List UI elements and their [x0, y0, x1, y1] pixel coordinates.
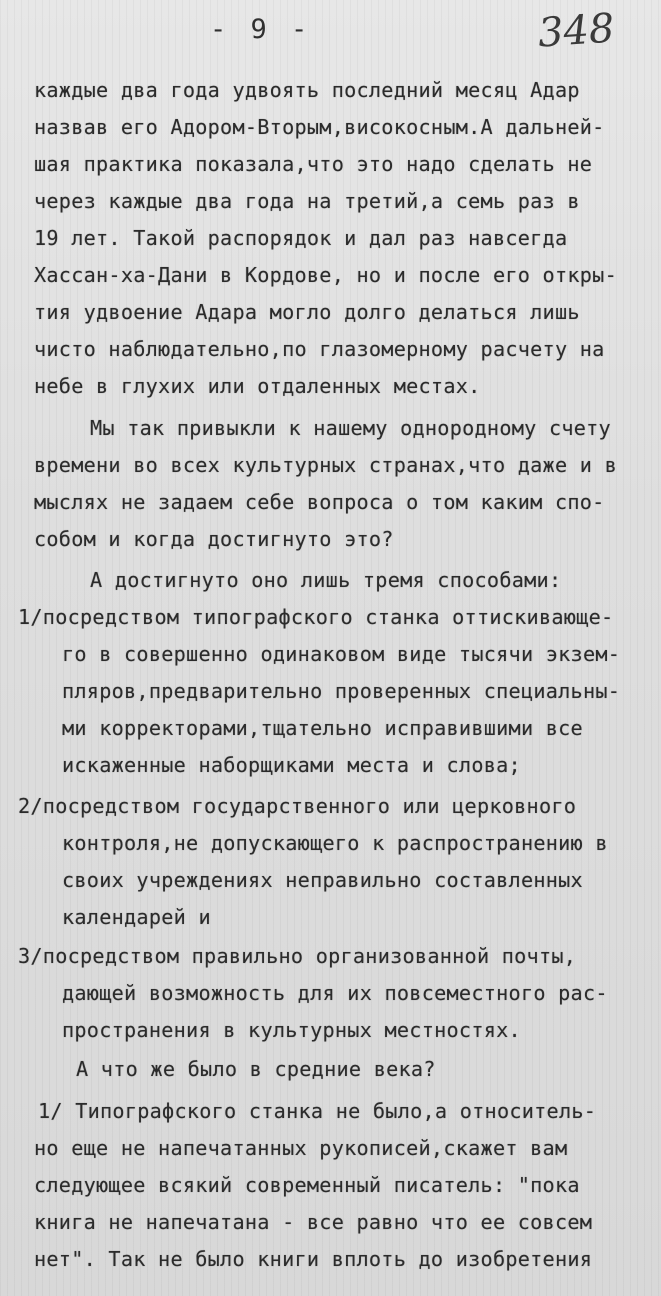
text-line: времени во всех культурных странах,что даже и в — [34, 453, 617, 477]
text-line: 1/ Типографского станка не было,а относитель- — [38, 1099, 597, 1123]
text-line: пляров,предварительно проверенных специальны- — [62, 679, 621, 703]
text-line: 19 лет. Такой распорядок и дал раз навсегда — [34, 226, 568, 250]
text-line: книга не напечатана - все равно что ее совсем — [34, 1210, 593, 1234]
text-line: небе в глухих или отдаленных местах. — [34, 374, 481, 398]
text-line: 1/посредством типографского станка оттискивающе- — [18, 605, 614, 629]
text-line: А достигнуто оно лишь тремя способами: — [90, 568, 562, 592]
text-line: собом и когда достигнуто это? — [34, 527, 394, 551]
archive-number: 348 — [536, 5, 616, 57]
text-line: 3/посредством правильно организованной почты, — [18, 944, 577, 968]
text-line: чисто наблюдательно,по глазомерному расчету на — [34, 337, 605, 361]
text-line: тия удвоение Адара могло долго делаться лишь — [34, 300, 580, 324]
text-line: календарей и — [62, 905, 211, 929]
text-line: ми корректорами,тщательно исправившими все — [62, 716, 583, 740]
text-line: но еще не напечатанных рукописей,скажет вам — [34, 1136, 568, 1160]
text-line: шая практика показала,что это надо сделать не — [34, 152, 593, 176]
text-line: назвав его Адором-Вторым,високосным.А дальней- — [34, 115, 605, 139]
text-line: через каждые два года на третий,а семь раз в — [34, 189, 580, 213]
text-line: следующее всякий современный писатель: "пока — [34, 1173, 580, 1197]
text-line: Мы так привыкли к нашему однородному счету — [90, 416, 611, 440]
text-line: каждые два года удвоять последний месяц Адар — [34, 78, 580, 102]
page-number: - 9 - — [210, 14, 312, 45]
text-line: А что же было в средние века? — [76, 1057, 436, 1081]
text-line: дающей возможность для их повсеместного рас- — [62, 981, 608, 1005]
text-line: своих учреждениях неправильно составленных — [62, 868, 583, 892]
text-line: нет". Так не было книги вплоть до изобретения — [34, 1247, 593, 1271]
text-line: 2/посредством государственного или церковного — [18, 794, 577, 818]
text-line: пространения в культурных местностях. — [62, 1018, 521, 1042]
text-line: искаженные наборщиками места и слова; — [62, 753, 521, 777]
text-line: Хассан-ха-Дани в Кордове, но и после его откры- — [34, 263, 617, 287]
text-line: го в совершенно одинаковом виде тысячи экзем- — [62, 642, 621, 666]
text-line: мыслях не задаем себе вопроса о том каким спо- — [34, 490, 605, 514]
text-line: контроля,не допускающего к распространению в — [62, 831, 608, 855]
